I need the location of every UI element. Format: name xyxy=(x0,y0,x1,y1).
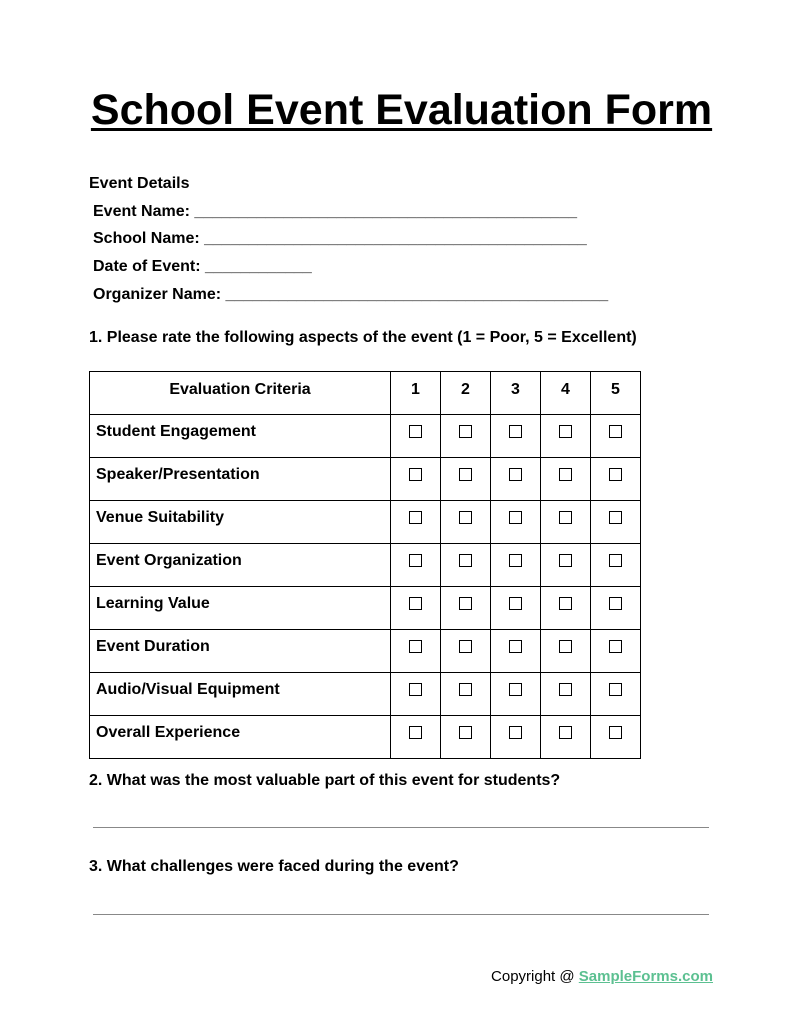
criteria-label: Student Engagement xyxy=(90,415,391,458)
checkbox-2[interactable] xyxy=(459,468,472,481)
criteria-label: Event Duration xyxy=(90,630,391,673)
rating-cell xyxy=(391,544,441,587)
rating-cell xyxy=(441,587,491,630)
checkbox-4[interactable] xyxy=(559,425,572,438)
rating-cell xyxy=(591,673,641,716)
rating-cell xyxy=(591,544,641,587)
checkbox-5[interactable] xyxy=(609,511,622,524)
checkbox-5[interactable] xyxy=(609,425,622,438)
rating-cell xyxy=(541,673,591,716)
page-title: School Event Evaluation Form xyxy=(90,86,713,134)
rating-cell xyxy=(491,587,541,630)
date-field[interactable]: Date of Event: ____________ xyxy=(93,258,312,275)
checkbox-3[interactable] xyxy=(509,554,522,567)
rating-cell xyxy=(441,673,491,716)
checkbox-4[interactable] xyxy=(559,554,572,567)
checkbox-1[interactable] xyxy=(409,511,422,524)
rating-cell xyxy=(391,716,441,759)
checkbox-3[interactable] xyxy=(509,511,522,524)
rating-cell xyxy=(491,415,541,458)
checkbox-4[interactable] xyxy=(559,726,572,739)
checkbox-3[interactable] xyxy=(509,726,522,739)
rating-header-3: 3 xyxy=(491,372,541,415)
checkbox-2[interactable] xyxy=(459,597,472,610)
school-name-field[interactable]: School Name: ___________________________________________ xyxy=(93,230,587,247)
rating-header-1: 1 xyxy=(391,372,441,415)
rating-table xyxy=(89,371,641,759)
rating-cell xyxy=(441,458,491,501)
rating-header-5: 5 xyxy=(591,372,641,415)
table-row xyxy=(90,673,641,716)
table-row xyxy=(90,716,641,759)
checkbox-5[interactable] xyxy=(609,640,622,653)
rating-cell xyxy=(491,673,541,716)
copyright-text: Copyright @ xyxy=(491,968,579,985)
rating-cell xyxy=(391,587,441,630)
checkbox-4[interactable] xyxy=(559,511,572,524)
rating-cell xyxy=(491,544,541,587)
checkbox-5[interactable] xyxy=(609,683,622,696)
table-row xyxy=(90,544,641,587)
table-row xyxy=(90,458,641,501)
criteria-label: Learning Value xyxy=(90,587,391,630)
organizer-field[interactable]: Organizer Name: ___________________________________________ xyxy=(93,286,609,303)
rating-cell xyxy=(391,415,441,458)
table-row xyxy=(90,630,641,673)
checkbox-2[interactable] xyxy=(459,726,472,739)
checkbox-2[interactable] xyxy=(459,640,472,653)
event-details-heading: Event Details xyxy=(89,175,190,192)
checkbox-4[interactable] xyxy=(559,683,572,696)
checkbox-1[interactable] xyxy=(409,640,422,653)
rating-cell xyxy=(591,501,641,544)
checkbox-4[interactable] xyxy=(559,597,572,610)
checkbox-3[interactable] xyxy=(509,597,522,610)
answer-line-3[interactable] xyxy=(93,914,709,915)
checkbox-1[interactable] xyxy=(409,468,422,481)
rating-cell xyxy=(591,587,641,630)
answer-line-2[interactable] xyxy=(93,827,709,828)
checkbox-5[interactable] xyxy=(609,597,622,610)
rating-cell xyxy=(491,630,541,673)
checkbox-3[interactable] xyxy=(509,683,522,696)
rating-cell xyxy=(591,630,641,673)
rating-cell xyxy=(591,458,641,501)
rating-cell xyxy=(391,673,441,716)
checkbox-2[interactable] xyxy=(459,511,472,524)
rating-cell xyxy=(391,501,441,544)
criteria-label: Audio/Visual Equipment xyxy=(90,673,391,716)
table-row xyxy=(90,587,641,630)
rating-cell xyxy=(541,458,591,501)
checkbox-4[interactable] xyxy=(559,640,572,653)
question-2: 2. What was the most valuable part of this event for students? xyxy=(89,772,561,789)
criteria-label: Venue Suitability xyxy=(90,501,391,544)
checkbox-1[interactable] xyxy=(409,597,422,610)
event-name-field[interactable]: Event Name: ___________________________________________ xyxy=(93,203,577,220)
rating-cell xyxy=(541,716,591,759)
checkbox-5[interactable] xyxy=(609,554,622,567)
rating-cell xyxy=(491,458,541,501)
rating-cell xyxy=(541,544,591,587)
checkbox-2[interactable] xyxy=(459,683,472,696)
rating-cell xyxy=(391,630,441,673)
rating-cell xyxy=(541,415,591,458)
rating-cell xyxy=(491,716,541,759)
footer xyxy=(491,968,713,985)
criteria-header: Evaluation Criteria xyxy=(90,372,391,415)
question-3: 3. What challenges were faced during the event? xyxy=(89,858,459,875)
checkbox-1[interactable] xyxy=(409,554,422,567)
table-row xyxy=(90,415,641,458)
rating-cell xyxy=(441,716,491,759)
checkbox-3[interactable] xyxy=(509,640,522,653)
checkbox-2[interactable] xyxy=(459,554,472,567)
table-row xyxy=(90,501,641,544)
criteria-label: Speaker/Presentation xyxy=(90,458,391,501)
rating-header-2: 2 xyxy=(441,372,491,415)
checkbox-1[interactable] xyxy=(409,425,422,438)
checkbox-3[interactable] xyxy=(509,425,522,438)
rating-cell xyxy=(391,458,441,501)
rating-cell xyxy=(541,501,591,544)
sampleforms-link[interactable]: SampleForms.com xyxy=(578,968,713,985)
rating-cell xyxy=(541,630,591,673)
rating-cell xyxy=(491,501,541,544)
checkbox-1[interactable] xyxy=(409,726,422,739)
rating-cell xyxy=(441,501,491,544)
checkbox-5[interactable] xyxy=(609,726,622,739)
checkbox-4[interactable] xyxy=(559,468,572,481)
checkbox-1[interactable] xyxy=(409,683,422,696)
rating-cell xyxy=(591,415,641,458)
checkbox-3[interactable] xyxy=(509,468,522,481)
checkbox-2[interactable] xyxy=(459,425,472,438)
rating-cell xyxy=(441,415,491,458)
rating-header-4: 4 xyxy=(541,372,591,415)
question-1: 1. Please rate the following aspects of the event (1 = Poor, 5 = Excellent) xyxy=(89,329,637,346)
rating-cell xyxy=(441,544,491,587)
rating-cell xyxy=(591,716,641,759)
criteria-label: Overall Experience xyxy=(90,716,391,759)
rating-cell xyxy=(541,587,591,630)
checkbox-5[interactable] xyxy=(609,468,622,481)
rating-cell xyxy=(441,630,491,673)
criteria-label: Event Organization xyxy=(90,544,391,587)
